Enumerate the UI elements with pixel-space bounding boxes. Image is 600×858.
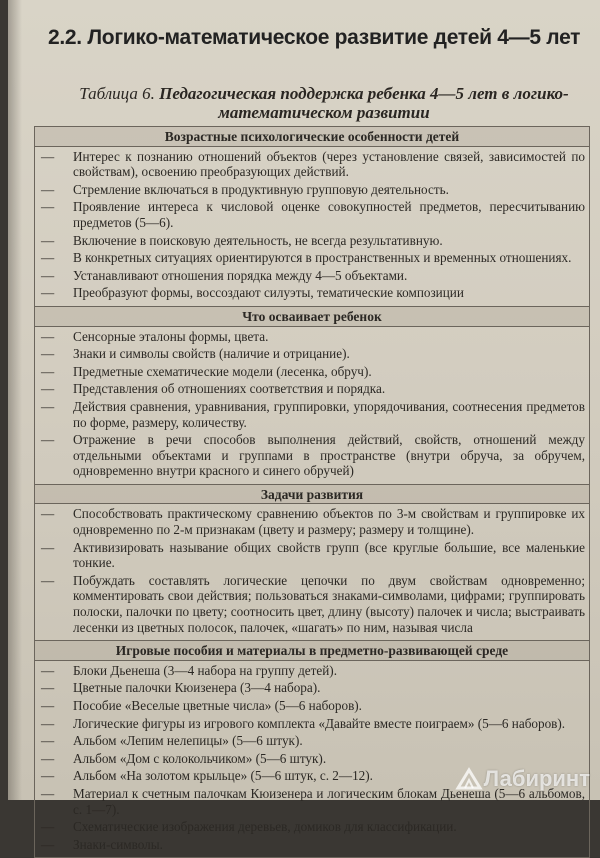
list-item: — Логические фигуры из игрового комплекта «Давайте вместе поиграем» (5—6 наборов). xyxy=(41,716,585,732)
support-table xyxy=(34,126,590,858)
list-item: — Пособие «Веселые цветные числа» (5—6 наборов). xyxy=(41,698,585,714)
list-item: — Действия сравнения, уравнивания, группировки, упорядочивания, соотнесения предметов по форме, размеру, количеству. xyxy=(41,399,585,430)
list-item: — Представления об отношениях соответствия и порядка. xyxy=(41,381,585,397)
table-section-body xyxy=(35,661,589,858)
list-item: — Материал к счетным палочкам Кюизенера и логическим блокам Дьенеша (5—6 альбомов, с. 1—7). xyxy=(41,786,585,817)
book-page xyxy=(8,0,600,852)
list-item: — В конкретных ситуациях ориентируются в пространственных и временных отношениях. xyxy=(41,250,585,266)
table-title: Педагогическая поддержка ребенка 4—5 лет в логико-математическом развитии xyxy=(159,84,569,122)
table-section-body xyxy=(35,327,589,485)
list-item: — Отражение в речи способов выполнения действий, свойств, отношений между отдельными объектами и группами в пространстве (внутри обруча, за обручем, одновременно внутри красного и синего обручей) xyxy=(41,432,585,479)
table-section-header: Что осваивает ребенок xyxy=(35,307,589,327)
list-item: — Знаки и символы свойств (наличие и отрицание). xyxy=(41,346,585,362)
table-section-header: Задачи развития xyxy=(35,485,589,505)
list-item: — Включение в поисковую деятельность, не всегда результативную. xyxy=(41,233,585,249)
table-number: Таблица 6. xyxy=(79,84,155,103)
labirint-watermark xyxy=(456,766,590,792)
list-item: — Альбом «Дом с колокольчиком» (5—6 штук). xyxy=(41,751,585,767)
table-section-header: Возрастные психологические особенности детей xyxy=(35,127,589,147)
list-item: — Проявление интереса к числовой оценке совокупностей предметов, пересчитыванию предметов (5—6). xyxy=(41,199,585,230)
table-caption xyxy=(74,84,574,122)
list-item: — Активизировать называние общих свойств групп (все круглые большие, все маленькие тонкие. xyxy=(41,540,585,571)
table-section-body xyxy=(35,504,589,641)
list-item: — Цветные палочки Кюизенера (3—4 набора). xyxy=(41,680,585,696)
list-item: — Блоки Дьенеша (3—4 набора на группу детей). xyxy=(41,663,585,679)
table-section-header: Игровые пособия и материалы в предметно-развивающей среде xyxy=(35,641,589,661)
labirint-logo-icon xyxy=(456,768,482,790)
section-heading: 2.2. Логико-математическое развитие детей 4—5 лет xyxy=(48,26,581,49)
list-item: — Альбом «На золотом крыльце» (5—6 штук, с. 2—12). xyxy=(41,768,585,784)
list-item: — Сенсорные эталоны формы, цвета. xyxy=(41,329,585,345)
table-section-body xyxy=(35,147,589,307)
list-item: — Интерес к познанию отношений объектов (через установление связей, зависимостей по свойствам), освоению преобразующих действий. xyxy=(41,149,585,180)
list-item: — Альбом «Лепим нелепицы» (5—6 штук). xyxy=(41,733,585,749)
list-item: — Стремление включаться в продуктивную групповую деятельность. xyxy=(41,182,585,198)
list-item: — Побуждать составлять логические цепочки по двум свойствам одновременно; комментировать свои действия; пользоваться знаками-символами, цифрами; группировать полоски, палочки по цвету; соотносить цвет, длину (высоту) палочек и числа; выстраивать лесенки из цветных полосок, палочек, «шагать» по ним, называя числа xyxy=(41,573,585,635)
list-item: — Схематические изображения деревьев, домиков для классификации. xyxy=(41,819,585,835)
list-item: — Способствовать практическому сравнению объектов по 3-м свойствам и группировке их одновременно по 2-м признакам (цвету и размеру; размеру и толщине). xyxy=(41,506,585,537)
list-item: — Предметные схематические модели (лесенка, обруч). xyxy=(41,364,585,380)
watermark-text: Лабиринт xyxy=(483,766,590,791)
list-item: — Знаки-символы. xyxy=(41,837,585,853)
list-item: — Устанавливают отношения порядка между 4—5 объектами. xyxy=(41,268,585,284)
list-item: — Преобразуют формы, воссоздают силуэты, тематические композиции xyxy=(41,285,585,301)
page-shadow xyxy=(8,0,22,800)
